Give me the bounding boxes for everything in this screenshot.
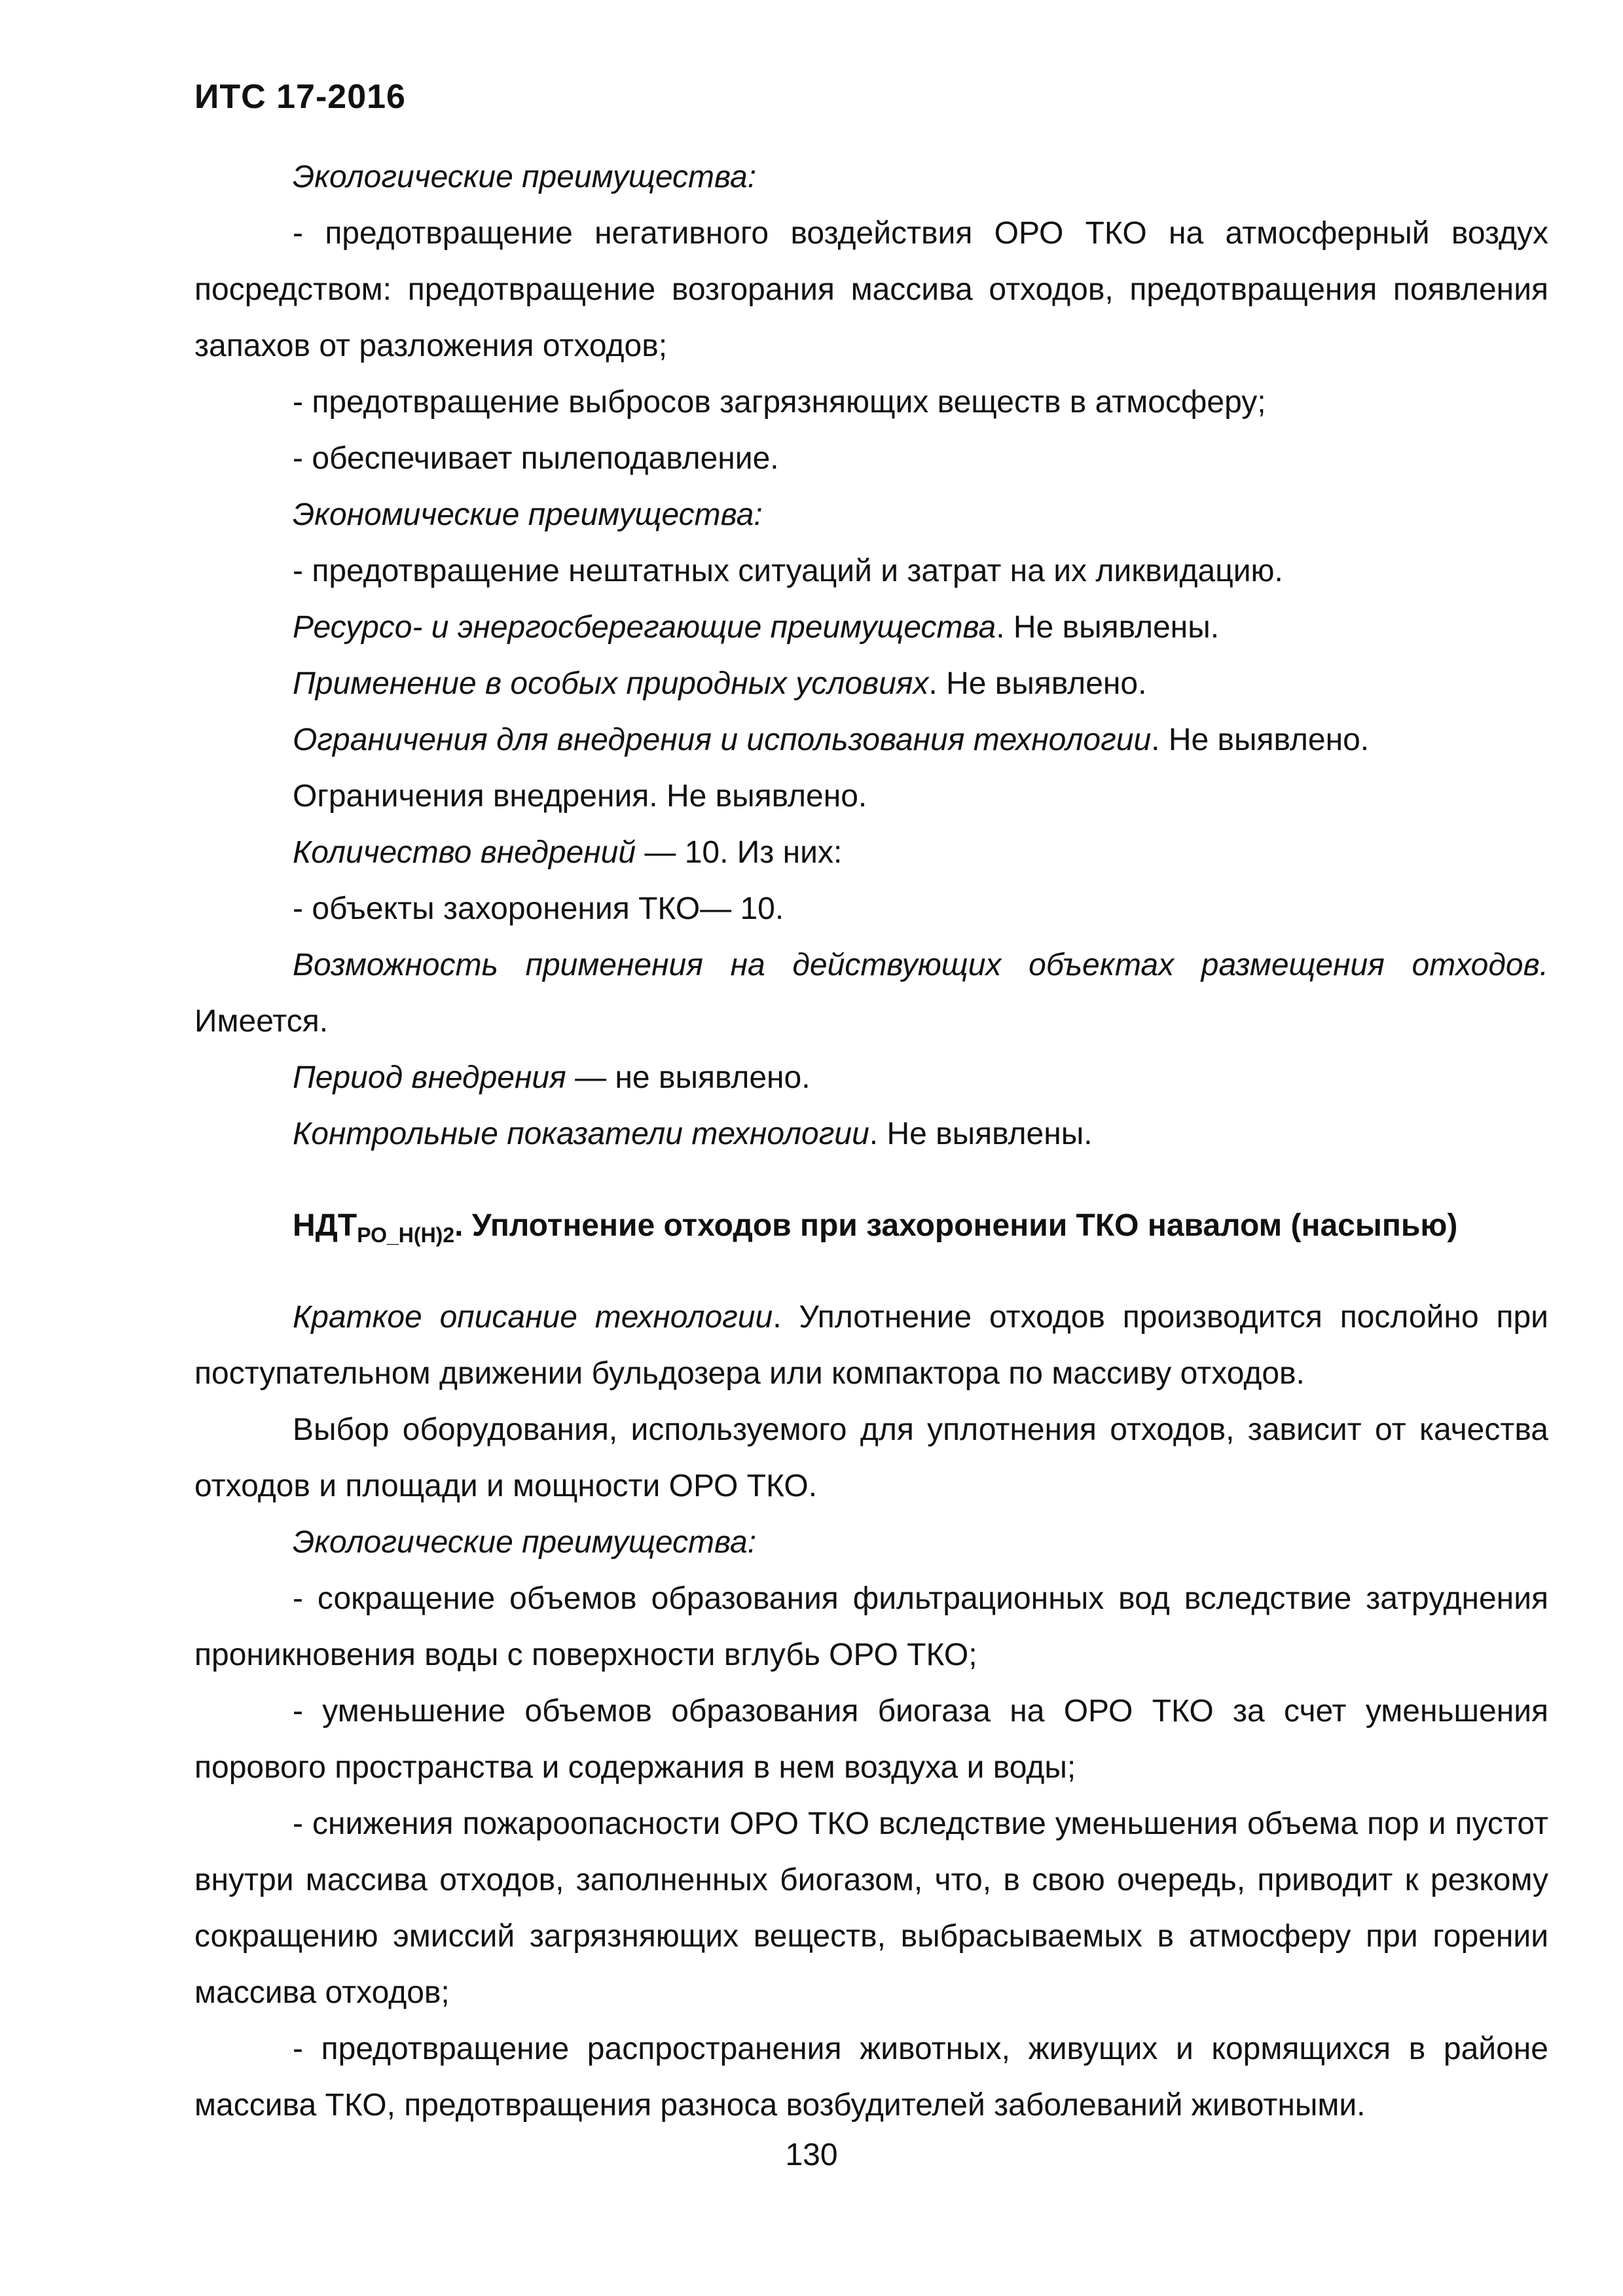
paragraph: Экономические преимущества: xyxy=(293,497,763,532)
paragraph: - предотвращение распространения животных, живущих и кормящихся в районе массива ТКО, предотвращения разноса возбудителей заболеваний животными. xyxy=(194,2032,1548,2123)
paragraph-text: . Не выявлены. xyxy=(869,1117,1093,1151)
document-body xyxy=(194,149,1548,2134)
paragraph-text: Имеется. xyxy=(194,1004,329,1039)
paragraph: - предотвращение негативного воздействия ОРО ТКО на атмосферный воздух посредством: предотвращение возгорания массива отходов, предотвращения появления запахов от разложения отходов; xyxy=(194,216,1548,363)
paragraph xyxy=(194,825,1548,881)
paragraph xyxy=(194,1106,1548,1162)
paragraph xyxy=(194,712,1548,768)
paragraph xyxy=(194,1050,1548,1106)
paragraph xyxy=(194,600,1548,656)
italic-term: Контрольные показатели технологии xyxy=(293,1117,869,1151)
paragraph: - снижения пожароопасности ОРО ТКО вследствие уменьшения объема пор и пустот внутри массива отходов, заполненных биогазом, что, в свою очередь, приводит к резкому сокращению эмиссий загрязняющих веществ, выбрасываемых в атмосферу при горении массива отходов; xyxy=(194,1806,1548,2010)
heading-prefix: НДТ xyxy=(293,1208,357,1243)
italic-term: Возможность применения на действующих объектах размещения отходов. xyxy=(293,948,1548,982)
italic-term: Краткое описание технологии xyxy=(293,1300,773,1335)
paragraph-text: — не выявлено. xyxy=(566,1060,811,1095)
paragraph xyxy=(194,1289,1548,1402)
paragraph-text: . Уплотнение отходов производится послойно при поступательном движении бульдозера или компактора по массиву отходов. xyxy=(194,1300,1548,1391)
paragraph xyxy=(194,937,1548,1050)
page-number: 130 xyxy=(785,2138,838,2172)
paragraph-text: . Не выявлено. xyxy=(1151,723,1370,757)
paragraph: - уменьшение объемов образования биогаза на ОРО ТКО за счет уменьшения порового пространства и содержания в нем воздуха и воды; xyxy=(194,1694,1548,1785)
italic-term: Ограничения для внедрения и использования технологии xyxy=(293,723,1152,757)
paragraph: - предотвращение выбросов загрязняющих веществ в атмосферу; xyxy=(293,385,1266,420)
paragraph: - предотвращение нештатных ситуаций и затрат на их ликвидацию. xyxy=(293,554,1283,588)
heading-subscript: РО_Н(Н)2 xyxy=(357,1223,455,1247)
paragraph: Ограничения внедрения. Не выявлено. xyxy=(293,779,867,814)
paragraph: - объекты захоронения ТКО— 10. xyxy=(293,891,784,926)
document-code: ИТС 17-2016 xyxy=(194,78,406,116)
paragraph: Экологические преимущества: xyxy=(293,1525,757,1560)
paragraph: - сокращение объемов образования фильтрационных вод вследствие затруднения проникновения воды с поверхности вглубь ОРО ТКО; xyxy=(194,1581,1548,1672)
paragraph: Экологические преимущества: xyxy=(293,160,757,194)
paragraph-text: . Не выявлено. xyxy=(928,666,1147,701)
paragraph xyxy=(194,656,1548,712)
italic-term: Период внедрения xyxy=(293,1060,566,1095)
section-heading xyxy=(194,1198,1548,1254)
heading-text: . Уплотнение отходов при захоронении ТКО навалом (насыпью) xyxy=(454,1208,1458,1243)
paragraph-text: — 10. Из них: xyxy=(636,835,843,870)
paragraph: Выбор оборудования, используемого для уплотнения отходов, зависит от качества отходов и площади и мощности ОРО ТКО. xyxy=(194,1412,1548,1503)
paragraph-text: . Не выявлены. xyxy=(996,610,1220,645)
italic-term: Применение в особых природных условиях xyxy=(293,666,929,701)
paragraph: - обеспечивает пылеподавление. xyxy=(293,441,779,476)
italic-term: Ресурсо- и энергосберегающие преимущества xyxy=(293,610,996,645)
italic-term: Количество внедрений xyxy=(293,835,636,870)
